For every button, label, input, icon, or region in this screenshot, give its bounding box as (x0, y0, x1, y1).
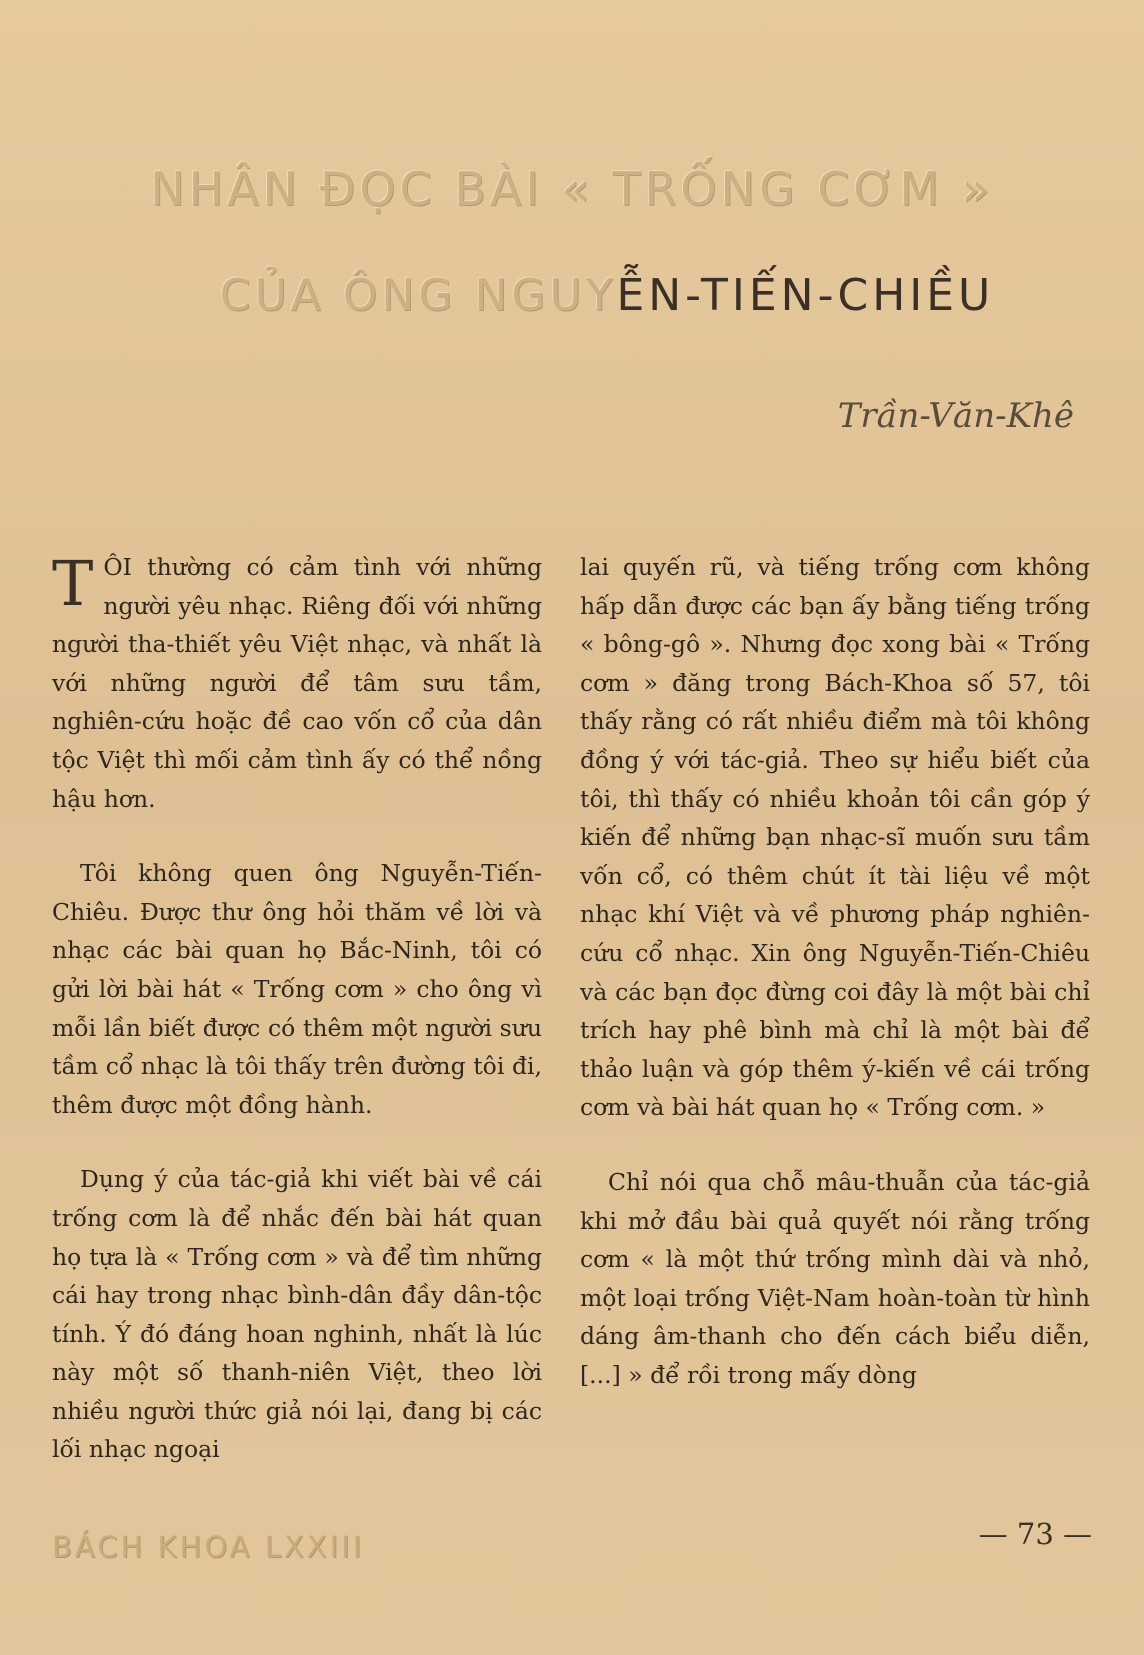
article-title-line2 (0, 270, 1144, 321)
right-column (580, 548, 1090, 1394)
drop-cap: T (52, 547, 94, 620)
left-column (52, 548, 542, 1469)
paragraph-1 (52, 548, 542, 818)
paragraph-4: lai quyến rũ, và tiếng trống cơm không hấp dẫn được các bạn ấy bằng tiếng trống « bông-gô ». Nhưng đọc xong bài « Trống cơm » đăng trong Bách-Khoa số 57, tôi thấy rằng có rất nhiều điểm mà tôi không đồng ý với tác-giả. Theo sự hiểu biết của tôi, thì thấy có nhiều khoản tôi cần góp ý kiến để những bạn nhạc-sĩ muốn sưu tầm vốn cổ, có thêm chút ít tài liệu về một nhạc khí Việt và về phương pháp nghiên-cứu cổ nhạc. Xin ông Nguyễn-Tiến-Chiêu và các bạn đọc đừng coi đây là một bài chỉ trích hay phê bình mà chỉ là một bài để thảo luận và góp thêm ý-kiến về cái trống cơm và bài hát quan họ « Trống cơm. » (580, 553, 1090, 1122)
paragraph-1-text: ÔI thường có cảm tình với những người yêu nhạc. Riêng đối với những người tha-thiết yêu Việt nhạc, và nhất là với những người để tâm sưu tầm, nghiên-cứu hoặc đề cao vốn cổ của dân tộc Việt thì mối cảm tình ấy có thể nồng hậu hơn. (52, 553, 542, 813)
paragraph-5: Chỉ nói qua chỗ mâu-thuẫn của tác-giả khi mở đầu bài quả quyết nói rằng trống cơm « là một thứ trống mình dài và nhỏ, một loại trống Việt-Nam hoàn-toàn từ hình dáng âm-thanh cho đến cách biểu diễn, [...] » để rồi trong mấy dòng (580, 1167, 1090, 1389)
paragraph-2: Tôi không quen ông Nguyễn-Tiến-Chiêu. Được thư ông hỏi thăm về lời và nhạc các bài quan họ Bắc-Ninh, tôi có gửi lời bài hát « Trống cơm » cho ông vì mỗi lần biết được có thêm một người sưu tầm cổ nhạc là tôi thấy trên đường tôi đi, thêm được một đồng hành. (52, 859, 542, 1119)
paragraph-3: Dụng ý của tác-giả khi viết bài về cái trống cơm là để nhắc đến bài hát quan họ tựa là « Trống cơm » và để tìm những cái hay trong nhạc bình-dân đầy dân-tộc tính. Ý đó đáng hoan nghinh, nhất là lúc này một số thanh-niên Việt, theo lời nhiều người thức giả nói lại, đang bị các lối nhạc ngoại (52, 1165, 542, 1464)
title-line2-faded: CỦA ÔNG NGUY (219, 270, 617, 321)
magazine-footer: BÁCH KHOA LXXIII (52, 1530, 365, 1564)
title-line2-dark: ỄN-TIẾN-CHIỀU (616, 270, 995, 321)
author-signature: Trần-Văn-Khê (837, 396, 1074, 436)
page-number: — 73 — (978, 1517, 1092, 1551)
article-title-line1: NHÂN ĐỌC BÀI « TRỐNG CƠM » (150, 162, 994, 216)
